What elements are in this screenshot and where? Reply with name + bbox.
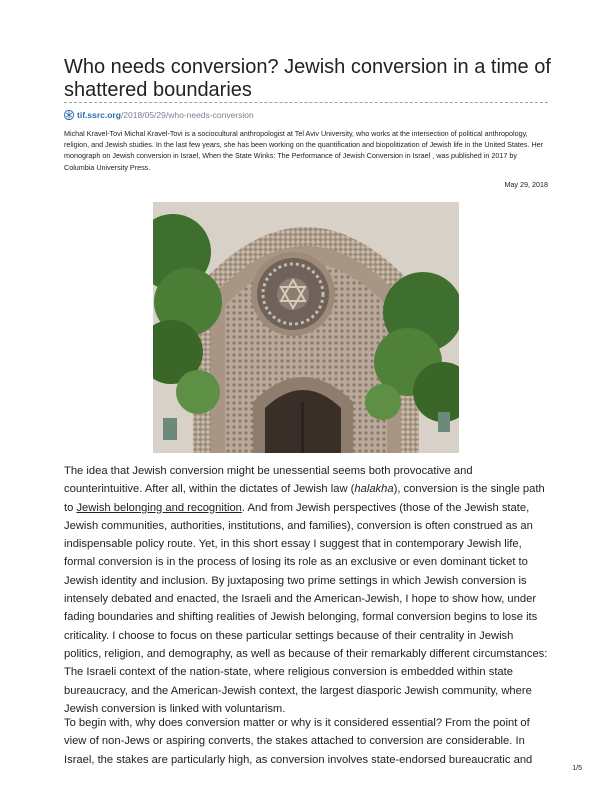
body-paragraph-2: To begin with, why does conversion matter or why is it considered essential? From the point of view of non-Jews or aspiring converts, the stakes attached to conversion are considerable. In Israel, the stakes are particularly high, as conversion involves state-endorsed bureaucratic and [64,717,533,766]
jewish-belonging-link[interactable]: Jewish belonging and recognition [76,501,242,514]
synagogue-facade-photo [153,202,459,453]
page-number: 1/5 [572,765,582,772]
site-logo-icon [64,110,74,120]
halakha-term: halakha [354,483,394,496]
title-divider [64,102,548,103]
body-paragraph-1: The idea that Jewish conversion might be unessential seems both provocative and counterintuitive. After all, within the dictates of Jewish law (halakha), conversion is the single path to Jewish belonging and recognition. And from Jewish perspectives (those of the Jewish state, Jewish communities, authorities, institutions, and families), conversion is often construed as an indispensable policy route. Yet, in this short essay I suggest that in contemporary Jewish life, formal conversion is in the process of losing its role as an exclusive or even dominant ticket to Jewish identity and inclusion. By juxtaposing two prime settings in which Jewish conversion is intensely debated and enacted, the Israeli and the American-Jewish, I hope to show how, under fading boundaries and shifting realities of Jewish belonging, formal conversion begins to lose its criticality. I choose to focus on these particular settings because of their centrality in Jewish politics, religion, and demography, as well as because of their remarkably different circumstances: The Israeli context of the nation-state, where religious conversion is embedded within state bureaucracy, and the American-Jewish context, the largest diasporic Jewish community, where Jewish conversion is linked with voluntarism. [64,465,548,715]
article-title: Who needs conversion? Jewish conversion in a time of shattered boundaries [64,56,551,101]
source-path[interactable]: /2018/05/29/who-needs-conversion [120,110,254,120]
source-host[interactable]: tif.ssrc.org [77,110,121,120]
publish-date: May 29, 2018 [504,180,548,189]
source-line[interactable] [64,110,254,120]
author-bio: Michal Kravel-Tovi Michal Kravel-Tovi is a sociocultural anthropologist at Tel Aviv University, who works at the intersection of political anthropology, religion, and Jewish studies. In the last few years, she has been working on the quantification and biopolitization of Jewish life in the United States. Her monograph on Jewish conversion in Israel, When the State Winks: The Performance of Jewish Conversion in Israel , was published in 2017 by Columbia University Press. [64,129,544,172]
